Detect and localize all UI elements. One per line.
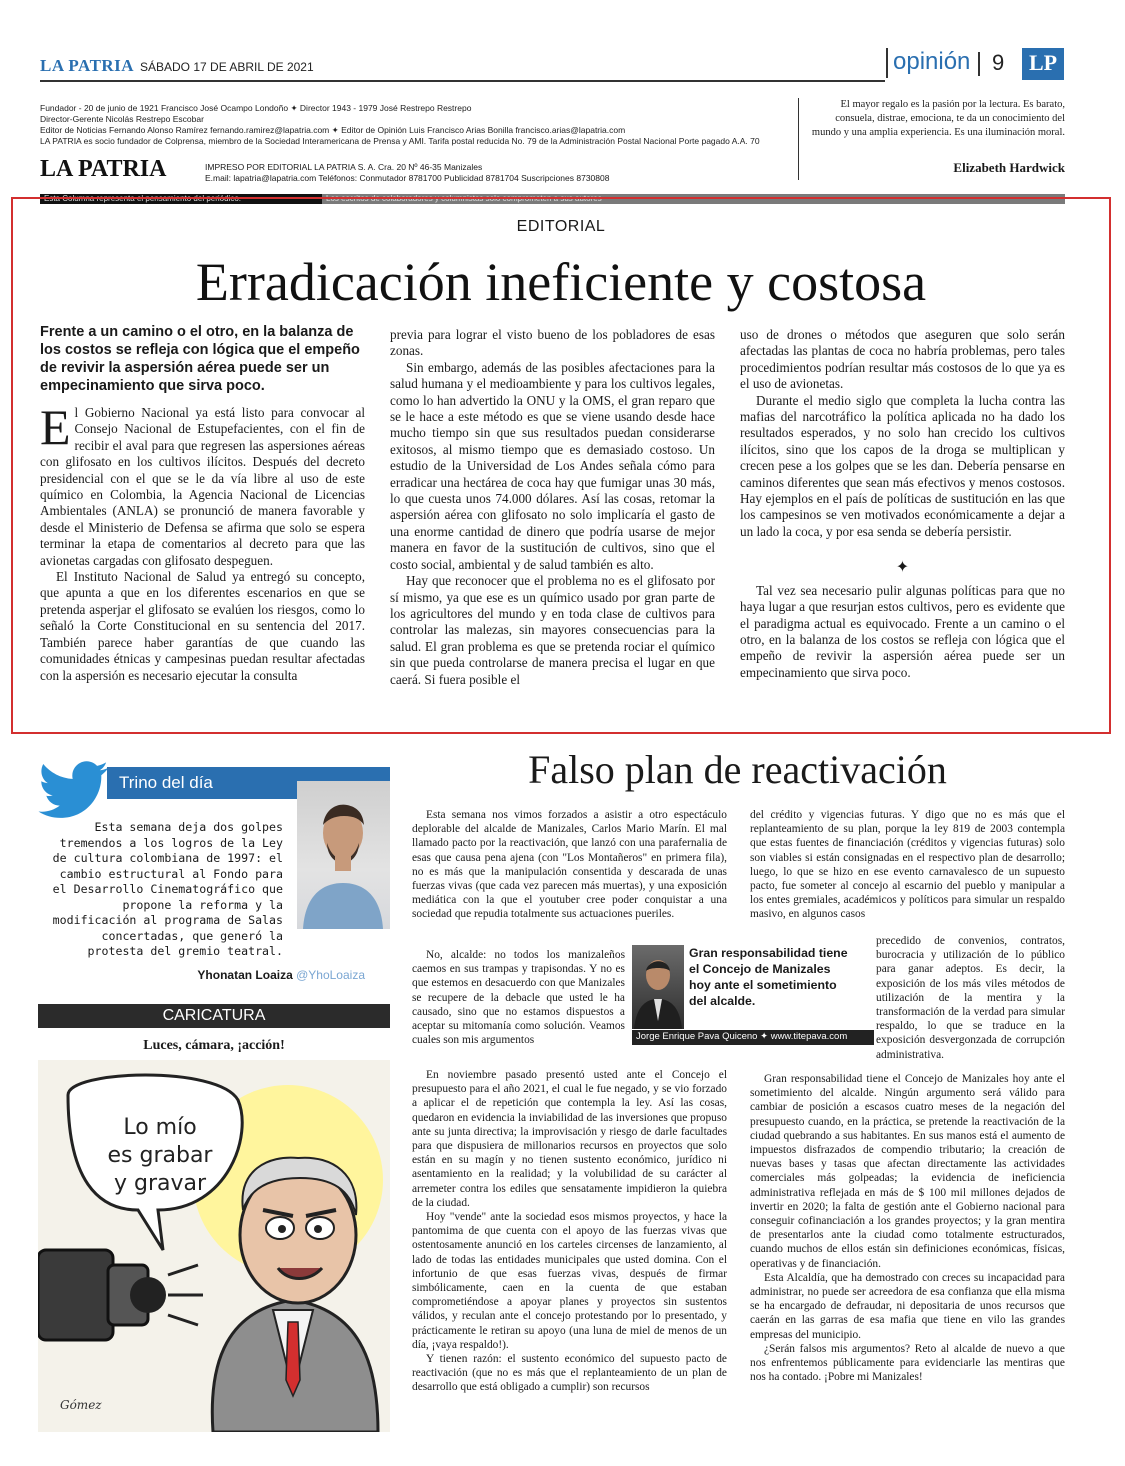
twitter-bird-icon (38, 760, 110, 822)
caricatura-title: Luces, cámara, ¡acción! (143, 1038, 285, 1053)
editorial-lede: Frente a un camino o el otro, en la balanza de los costos se refleja con lógica que el empeño de revivir la aspersión aérea puede ser un empecinamiento que sirva poco. (40, 324, 360, 394)
editorial-column-1 (40, 323, 365, 684)
column-paragraph: del crédito y vigencias futuras. Y digo que no es más que el replanteamiento de su plan, porque la ley 819 de 2003 contempla que estas fuentes de financiación (créditos y vigencias futuras) solo son viables si están consignadas en el respectivo plan de desarrollo; luego, lo que se hizo en ese evento carnavalesco de un supuesto pacto, fue someter al concejo al escarnio del pueblo y manipular a los entes gremiales, académicos y políticos para simular un respaldo masivo, en algunos casos (750, 809, 1065, 921)
editorial-paragraph: Sin embargo, además de las posibles afectaciones para la salud humana y el medioambiente y para los cultivos legales, como lo han advertido la ONU y la OMS, el gran reparo que se le hace a este método es que se viene usando desde hace mucho tiempo sin que sus resultados puedan considerarse exitosos, al mismo tiempo que es demasiado costoso. Un estudio de la Universidad de Los Andes señala cómo para erradicar una hectárea de coca hay que fumigar unas 30 más, lo que cuesta unos 74.000 dólares. Así las cosas, retomar la aspersión aérea con glifosato no solo implicaría el gasto de una enorme cantidad de dinero que podría usarse de mejor manera en favor de la sustitución de cultivos, sino que el costo social, ambiental y de salud también es alto. (390, 359, 715, 572)
columnist-photo (632, 945, 684, 1029)
trino-text: Esta semana deja dos golpes tremendos a los logros de la Ley de cultura colombiana de 1997: el cambio estructural al Fondo para el Desarrollo Cinematográfico que propone la reforma y la modificación al programa de Salas concertadas, que generó la protesta del gremio teatral. (52, 820, 283, 958)
column-headline: Falso plan de reactivación (528, 747, 947, 792)
column-text-1b (412, 948, 625, 1047)
trino-header: Trino del día (107, 767, 390, 799)
masthead-brand: LA PATRIA (40, 56, 135, 75)
column-paragraph: En noviembre pasado presentó usted ante el Concejo el presupuesto para el año 2021, el cual le fue negado, y se vio forzado a aplicar el de repetición que contempla la ley. Así las cosas, quedaron en evidencia la inviabilidad de las inversiones que propuso ante su junta directiva; la improvisación y riesgo de darle facultades para que dispusiera de millonarios recursos en proyectos que solo están en su magín y no tienen sustento económico, jurídico ni asentamiento en la realidad; y la volubilidad de su carácter al arremeter contra los ediles que sensatamente impidieron la quiebra de la ciudad. (412, 1069, 727, 1209)
section-label: opinión (893, 48, 971, 75)
caricature-drawing (38, 1060, 390, 1432)
impreso-line-1: IMPRESO POR EDITORIAL LA PATRIA S. A. Cra. 20 Nº 46-35 Manizales (205, 162, 483, 172)
column-paragraph: Gran responsabilidad tiene el Concejo de Manizales hoy ante el sometimiento del alcalde. Ningún argumento será válido para cambiar de posición a escasos cuatro meses de la negación del presupuesto cuando, en la práctica, se pretende la reactivación de la ciudad quebrando a sus habitantes. En sus manos está el aumento de impuestos disfrazados de compendio tributario; la creación de nuevas bases y tasas que afectan directamente las actividades comerciales más golpeadas; la evidencia de ineficiencia administrativa reflejada en más de $ 100 mil millones dejados de invertir en 2020; la falta de gestión ante el Gobierno nacional para conseguir cofinanciación a los grandes proyectos; y la gran mentira de presentarlos ante la ciudad como totalmente estructurados, cuando muchos de ellos están sin definiciones económicas, físicas, operativas y de financiación. (750, 1073, 1065, 1270)
speech-bubble-text: Lo mío es grabar y gravar (107, 1115, 213, 1196)
editorial-paragraph: Tal vez sea necesario pulir algunas políticas para que no haya lugar a que resurjan estos cultivos, pero es evidente que el paradigma actual es equivocado. Frente a un camino o el otro, en la balanza de los costos se refleja con lógica que el empeño de revivir la aspersión aérea puede ser un empecinamiento que sirva poco. (740, 582, 1065, 680)
editorial-paragraph: l Gobierno Nacional ya está listo para convocar al Consejo Nacional de Estupefacientes, con el fin de recibir el aval para que regresen las aspersiones aéreas con glifosato en los cultivos ilícitos. Después del decreto presidencial con el que se le da vía libre al uso de este químico en Colombia, la Agencia Nacional de Licencias Ambientales (ANLA) se pronunció de manera favorable y desde el Ministerio de Defensa se afirma que solo se espera terminar la etapa de comentarios al decreto para que las avionetas cargadas con glifosato despeguen. (40, 405, 365, 568)
column-text-1a (412, 808, 727, 922)
staff-line-founder: Fundador - 20 de junio de 1921 Francisco José Ocampo Londoño ✦ Director 1943 - 1979 José Restrepo Restrepo (40, 103, 472, 113)
column-text-2a (750, 808, 1065, 922)
lp-logo: LP (1022, 48, 1064, 80)
editorial-paragraph: Durante el medio siglo que completa la lucha contra las mafias del narcotráfico la política aplicada no ha dado los resultados esperados, y no solo han crecido los cultivos ilícitos, sino que los capos de la droga se multiplican y crecen pese a los golpes que se les dan. Debería pensarse en caminos diferentes que sean más efectivos y menos costosos. Hay ejemplos en el país de políticas de sustitución en las que los campesinos se ven motivados económicamente a dejar a un lado la coca, y por esa senda se debería persistir. (740, 392, 1065, 539)
section-divider (886, 48, 888, 78)
staff-line-editors: Editor de Noticias Fernando Alonso Ramírez fernando.ramirez@lapatria.com ✦ Editor de Opinión Luis Francisco Arias Bonilla francisco.arias@lapatria.com (40, 125, 626, 135)
caricatura-header: CARICATURA (38, 1004, 390, 1028)
staff-line-colprensa: LA PATRIA es socio fundador de Colprensa, miembro de la Sociedad Interamericana de Prensa y AMI. Tarifa postal reducida No. 79 de la Administración Postal Nacional Porte pagado A.A. 70 (40, 136, 760, 146)
banner-right: Los escritos de colaboradores y columnistas solo comprometen a sus autores (322, 194, 1065, 204)
banner-left: Esta Columna representa el pensamiento del periódico. (40, 194, 322, 204)
column-text-2b (876, 934, 1065, 1062)
quote-divider (798, 98, 799, 180)
column-text-2c (750, 1072, 1065, 1384)
column-paragraph: ¿Serán falsos mis argumentos? Reto al alcalde de nuevo a que nos enfrentemos públicamente para evidenciarle las mentiras que nos ha contado. ¡Pobre mi Manizales! (750, 1342, 1065, 1384)
editorial-column-3 (740, 327, 1065, 681)
editorial-paragraph: previa para lograr el visto bueno de los pobladores de esas zonas. (390, 327, 715, 359)
pull-quote: Gran responsabilidad tiene el Concejo de Manizales hoy ante el sometimiento del alcalde. (689, 946, 848, 1008)
quote-text: El mayor regalo es la pasión por la lectura. Es barato, consuela, distrae, emociona, te da un conocimiento del mundo y una amplia experiencia. Es una iluminación moral. (811, 99, 1065, 138)
column-paragraph: Y tienen razón: el sustento económico del supuesto pacto de reactivación (que no es más que el replanteamiento de un plan de desarrollo que está obligado a cumplir) son recursos (412, 1353, 727, 1394)
column-paragraph: Esta Alcaldía, que ha demostrado con creces su incapacidad para administrar, no puede ser acreedora de esa confianza que ella misma se ha encargado de defraudar, ni depositaria de unos recursos que caerán en las garras de esa mafia que tiene en vilo las grandes empresas del municipio. (750, 1271, 1065, 1341)
staff-line-director: Director-Gerente Nicolás Restrepo Escobar (40, 114, 204, 124)
editorial-headline: Erradicación ineficiente y costosa (195, 252, 927, 312)
drop-cap: E (40, 399, 71, 455)
editorial-kicker: EDITORIAL (516, 218, 606, 235)
trino-author (40, 968, 365, 982)
editorial-paragraph: El Instituto Nacional de Salud ya entregó su concepto, que apunta a que en los diferentes escenarios en que se pretenda asperjar el glifosato se evalúen los riesgos, como lo señaló la Corte Constitucional en su sentencia del 2017. También parece haber garantías de que cuando las comunidades étnicas y campesinas puedan resultar afectadas con la aspersión es necesario ejecutar la consulta (40, 569, 365, 683)
la-patria-logo: LA PATRIA (40, 156, 167, 182)
diamond-ornament: ✦ (895, 559, 910, 577)
column-paragraph: Hoy "vende" ante la sociedad esos mismos proyectos, y hace la pantomima de que cuenta con el apoyo de las fuerzas vivas que ostentosamente anunció en los carteles circenses de lanzamiento, al lado de todas las entidades municipales que usted domina. Con el infortunio de que esas fuerzas vivas, después de firmar simbólicamente, caen en la cuenta de que estaban comprometiéndose a apoyar planes y proyectos sin sustentos válidos, y reculan ante el concejo protestando por lo presentado, y prácticamente le retiran su apoyo (una luna de miel de menos de un día, ¡vaya respaldo!). (412, 1211, 727, 1351)
page-number: 9 (992, 50, 1005, 75)
editorial-paragraph: uso de drones o métodos que aseguren que solo serán afectadas las plantas de coca no habría problemas, pero tales procedimientos podrían resultar más costosos de lo que ya es el uso de avionetas. (740, 327, 1065, 392)
section-divider-2 (978, 52, 980, 76)
column-paragraph: precedido de convenios, contratos, burocracia y utilización de lo público para ganar adeptos. Es decir, la exposición de los más viles métodos de utilización de la mentira y la transformación de la verdad para simular respaldo, lo que se traduce en la exposición desvergonzada de corrupción administrativa. (876, 935, 1065, 1061)
masthead-date: SÁBADO 17 DE ABRIL DE 2021 (140, 60, 314, 74)
column-text-1c (412, 1068, 727, 1395)
trino-author-name: Yhonatan Loaiza (197, 968, 293, 982)
caricature-signature: Gómez (60, 1398, 102, 1412)
author-photo (297, 781, 390, 929)
editorial-paragraph: Hay que reconocer que el problema no es el glifosato por sí mismo, ya que ese es un químico usado por gran parte de los agricultores del mundo y en toda clase de cultivos para controlar las malezas, sin mayores consecuencias para la salud. El gran problema es que se pretenda rociar el químico sin que pueda controlarse de manera precisa el lugar en que caerá. Si fuera posible el (390, 573, 715, 687)
impreso-line-2: E.mail: lapatria@lapatria.com Teléfonos: Conmutador 8781700 Publicidad 8781704 Suscripciones 8730808 (205, 173, 610, 183)
quote-author: Elizabeth Hardwick (953, 160, 1065, 175)
columnist-caption: Jorge Enrique Pava Quiceno ✦ www.titepava.com (632, 1030, 874, 1045)
trino-handle: @YhoLoaiza (296, 968, 365, 982)
masthead-rule (40, 80, 885, 82)
column-paragraph: No, alcalde: no todos los manizaleños caemos en sus trampas y trapisondas. Y no es que estemos en desacuerdo con que Manizales se recupere de la debacle que usted le ha causado, sino que no estamos dispuestos a aceptar su mitomanía como solución. Veamos cuales son mis argumentos (412, 949, 625, 1047)
editorial-column-2 (390, 327, 715, 688)
column-paragraph: Esta semana nos vimos forzados a asistir a otro espectáculo deplorable del alcalde de Manizales, Carlos Mario Marín. El mal llamado pacto por la reactivación, que lanzó con una parafernalia de esas que causa pena ajena (con "Los Montañeros" en primera fila), no es más que la manipulación consentida y descarada de unas fuerzas vivas (que cada vez parecen más muertas), y una exposición mediática con la que el youtuber cree poder conquistar a una sociedad que repudia totalmente sus actuaciones pueriles. (412, 809, 727, 921)
